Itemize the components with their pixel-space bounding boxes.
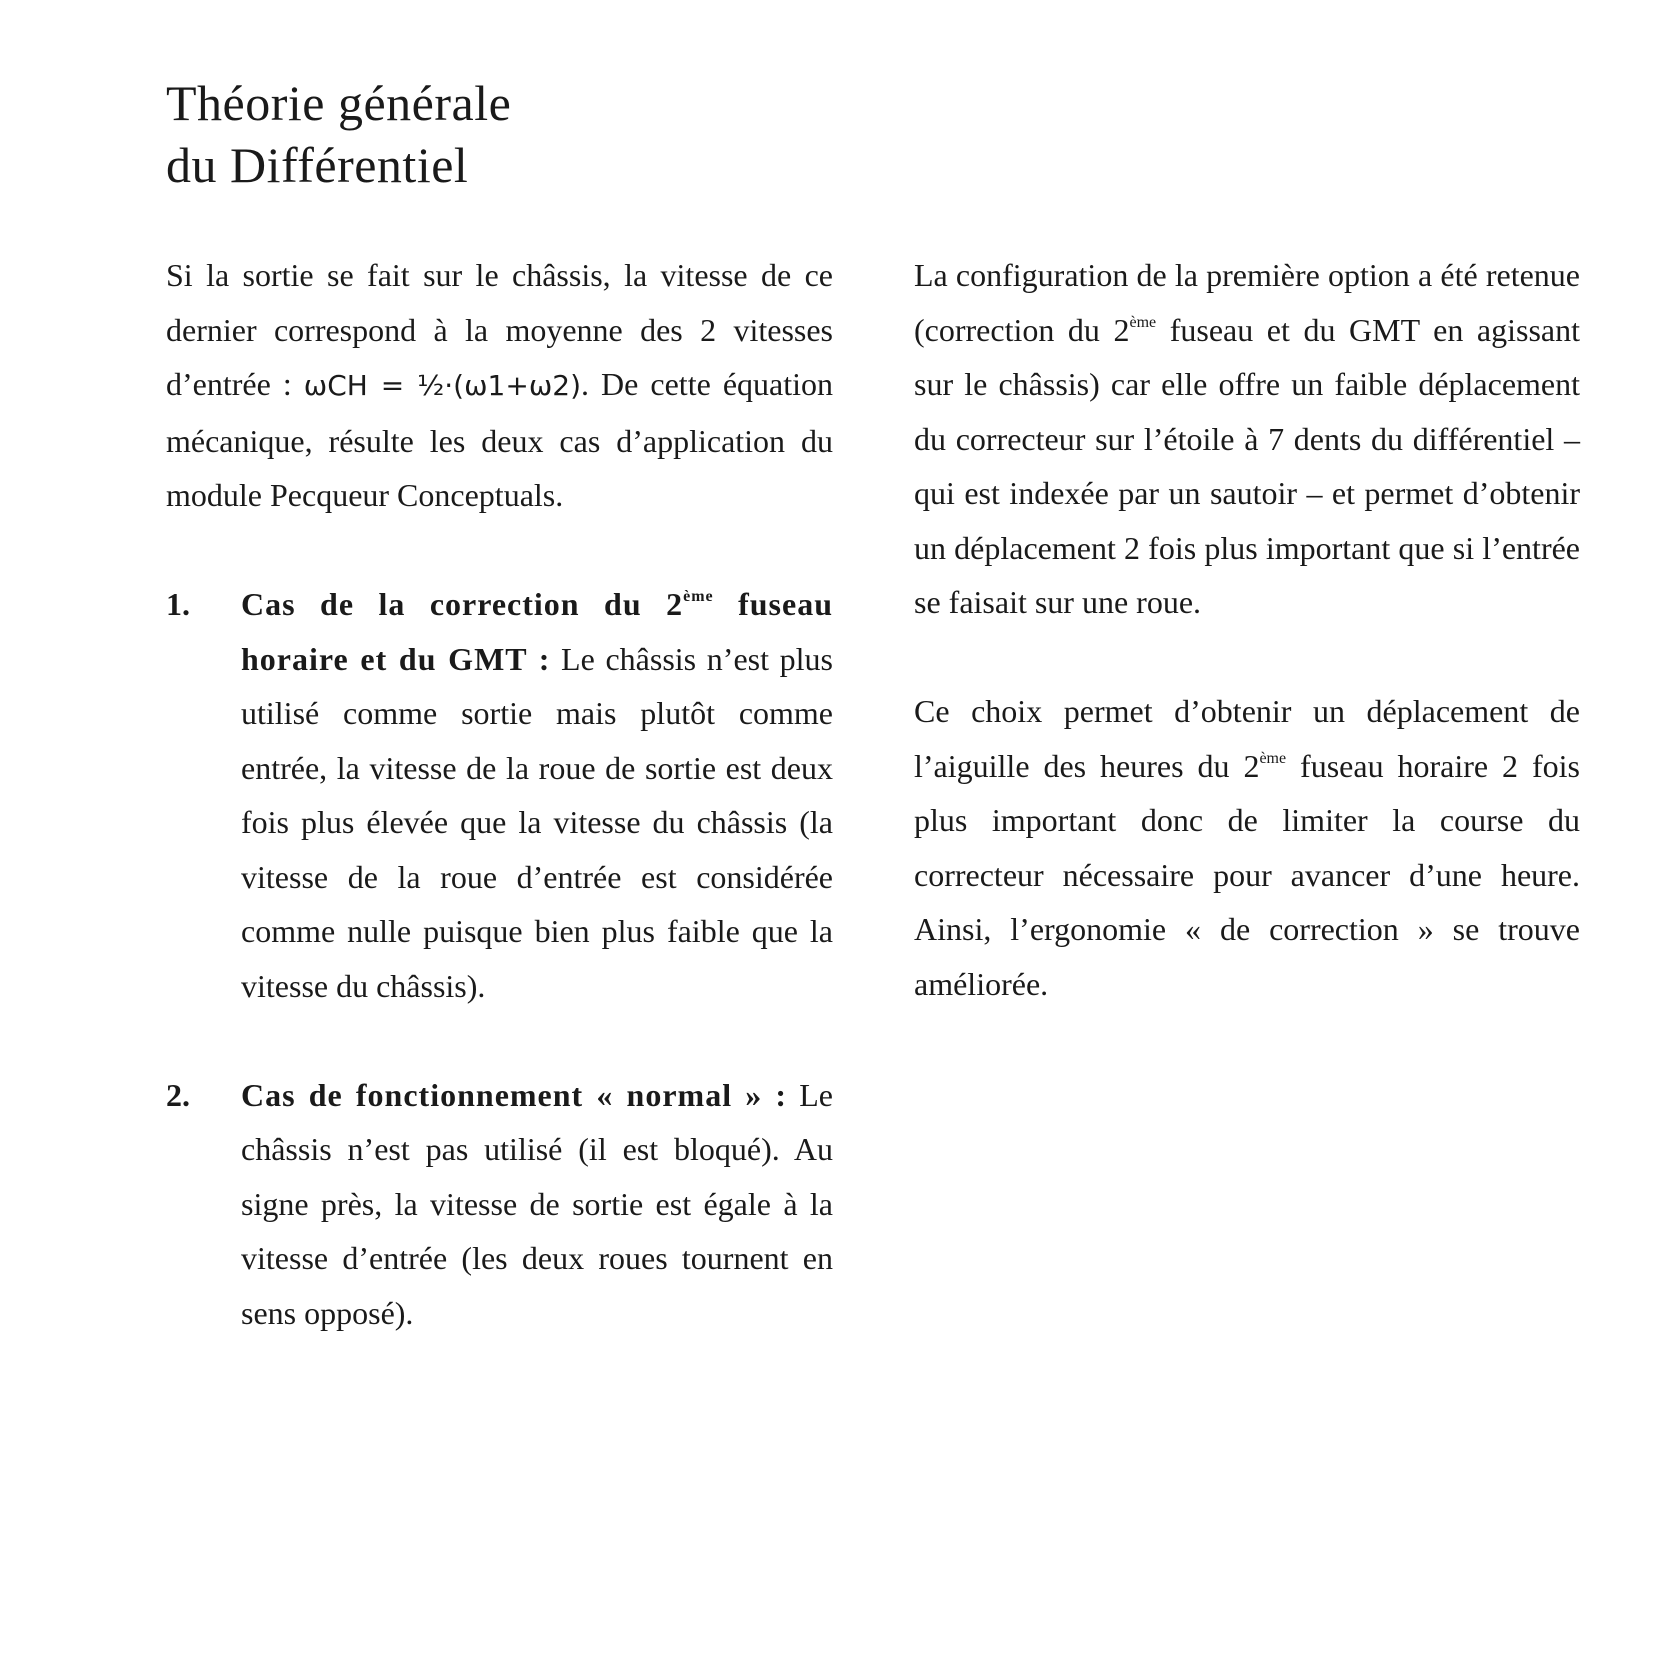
- lead-text-a: Cas de la correction du 2: [241, 586, 684, 622]
- speed-equation: ωCH = ½·(ω1+ω2): [303, 369, 582, 402]
- ordinal-superscript: ème: [683, 588, 714, 605]
- title-line-2: du Différentiel: [166, 137, 469, 193]
- para2-text-b: fuseau horaire 2 fois plus important donc de limiter la course du correcteur nécessaire pour avancer d’une heure. Ainsi, l’ergonomie « de correction » se trouve améliorée.: [914, 747, 1580, 1002]
- title-line-1: Théorie générale: [166, 75, 512, 131]
- configuration-paragraph: [914, 248, 1580, 630]
- para1-text-a: La configuration de la première option a été retenue (correction du 2: [914, 257, 1580, 348]
- right-column: [914, 248, 1580, 1011]
- list-item-number: 1.: [166, 586, 190, 622]
- list-item-body: Le châssis n’est plus utilisé comme sortie mais plutôt comme entrée, la vitesse de la roue de sortie est deux fois plus élevée que la vitesse du châssis (la vitesse de la roue d’entrée est considérée comme nulle puisque bien plus faible que la vitesse du châssis).: [241, 640, 834, 1004]
- list-item: [166, 1068, 833, 1341]
- ordinal-superscript: ème: [1129, 313, 1157, 331]
- page-title: [166, 72, 511, 196]
- list-item-lead: Cas de fonctionnement « normal » :: [241, 1076, 788, 1113]
- list-item-number: 2.: [166, 1076, 190, 1113]
- cases-list: [166, 577, 833, 1340]
- intro-paragraph: [166, 248, 833, 523]
- ordinal-superscript: ème: [1259, 749, 1287, 767]
- choice-paragraph: [914, 684, 1580, 1011]
- left-column: [166, 248, 833, 1340]
- para2-text-a: Ce choix permet d’obtenir un déplacement de l’aiguille des heures du 2: [914, 693, 1580, 784]
- list-item-body: Le châssis n’est pas utilisé (il est bloqué). Au signe près, la vitesse de sortie est égale à la vitesse d’entrée (les deux roues tournent en sens opposé).: [241, 1076, 834, 1331]
- list-item: [166, 577, 833, 1013]
- lead-text-b: fuseau horaire et du GMT :: [241, 586, 834, 677]
- para1-text-b: fuseau et du GMT en agissant sur le châssis) car elle offre un faible déplacement du correcteur sur l’étoile à 7 dents du différentiel – qui est indexée par un sautoir – et permet d’obtenir un déplacement 2 fois plus important que si l’entrée se faisait sur une roue.: [914, 311, 1581, 620]
- intro-text-b: . De cette équation mécanique, résulte les deux cas d’application du module Pecqueur Conceptuals.: [166, 366, 833, 513]
- intro-text-a: Si la sortie se fait sur le châssis, la vitesse de ce dernier correspond à la moyenne des 2 vitesses d’entrée :: [166, 257, 833, 402]
